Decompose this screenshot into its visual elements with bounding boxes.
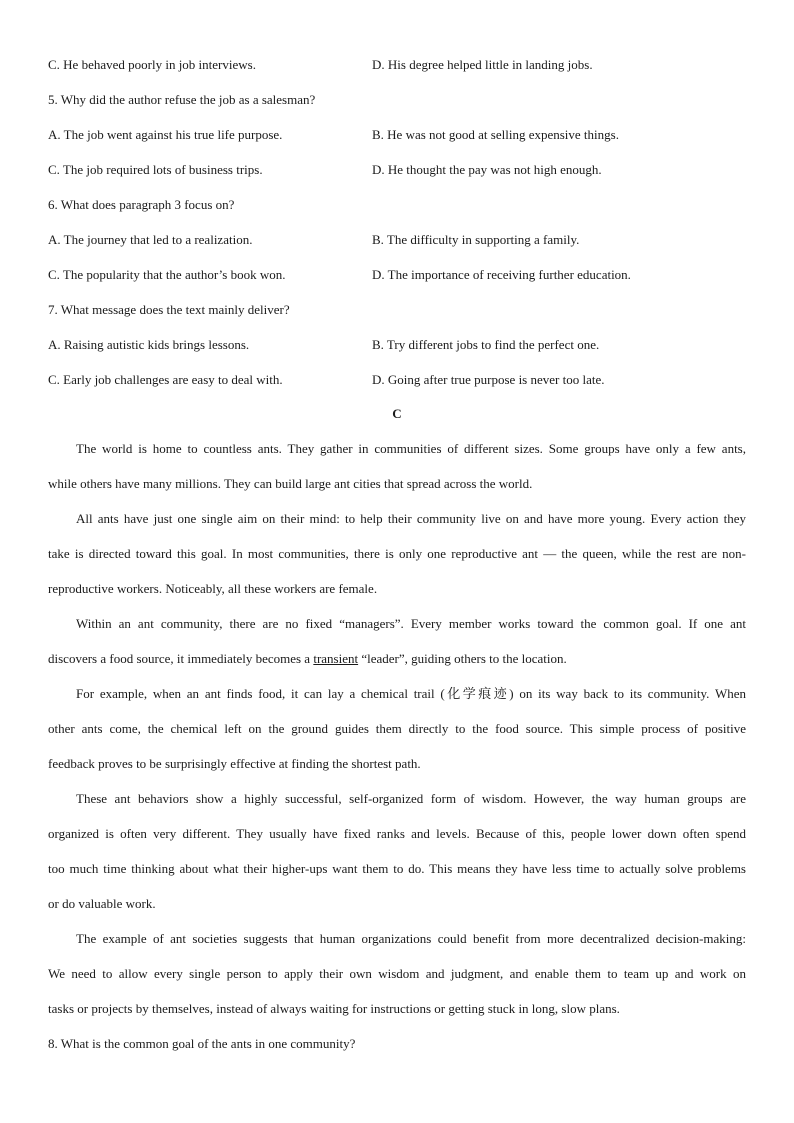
q5-option-d[interactable]: D. He thought the pay was not high enough. — [372, 162, 602, 177]
q5-option-c[interactable]: C. The job required lots of business trips. — [48, 162, 263, 177]
q5-question: 5. Why did the author refuse the job as a salesman? — [48, 92, 316, 107]
paragraph-5-line: organized is often very different. They usually have fixed ranks and levels. Because of this, people lower down often spend — [48, 826, 746, 841]
q7-option-c[interactable]: C. Early job challenges are easy to deal with. — [48, 372, 283, 387]
paragraph-6-line: tasks or projects by themselves, instead of always waiting for instructions or getting stuck in long, slow plans. — [48, 1001, 620, 1016]
paragraph-1-line: while others have many millions. They can build large ant cities that spread across the world. — [48, 476, 533, 491]
q6-option-c[interactable]: C. The popularity that the author’s book won. — [48, 267, 286, 282]
q7-option-b[interactable]: B. Try different jobs to find the perfect one. — [372, 337, 600, 352]
q7-question: 7. What message does the text mainly deliver? — [48, 302, 290, 317]
paragraph-5-line: or do valuable work. — [48, 896, 156, 911]
paragraph-6-line: We need to allow every single person to apply their own wisdom and judgment, and enable them to team up and work on — [48, 966, 746, 981]
paragraph-3-line: Within an ant community, there are no fixed “managers”. Every member works toward the common goal. If one ant — [76, 616, 746, 631]
paragraph-4-line: For example, when an ant finds food, it can lay a chemical trail (化学痕迹) on its way back to its community. When — [76, 686, 746, 701]
q5-option-a[interactable]: A. The job went against his true life purpose. — [48, 127, 283, 142]
q7-option-d[interactable]: D. Going after true purpose is never too late. — [372, 372, 605, 387]
q8-question: 8. What is the common goal of the ants in one community? — [48, 1036, 356, 1051]
q6-option-d[interactable]: D. The importance of receiving further education. — [372, 267, 631, 282]
paragraph-2-line: take is directed toward this goal. In most communities, there is only one reproductive ant — the queen, while the rest are non- — [48, 546, 746, 561]
paragraph-5-line: too much time thinking about what their higher-ups want them to do. This means they have less time to actually solve problems — [48, 861, 746, 876]
paragraph-3-line — [48, 650, 746, 668]
paragraph-5-line: These ant behaviors show a highly successful, self-organized form of wisdom. However, the way human groups are — [76, 791, 746, 806]
paragraph-2-line: reproductive workers. Noticeably, all these workers are female. — [48, 581, 378, 596]
q6-option-a[interactable]: A. The journey that led to a realization. — [48, 232, 253, 247]
paragraph-3-text: discovers a food source, it immediately becomes a — [48, 651, 314, 666]
paragraph-3-text: “leader”, guiding others to the location. — [358, 651, 567, 666]
q7-option-a[interactable]: A. Raising autistic kids brings lessons. — [48, 337, 250, 352]
q4-option-d[interactable]: D. His degree helped little in landing jobs. — [372, 57, 593, 72]
section-heading: C — [392, 406, 402, 421]
q4-option-c[interactable]: C. He behaved poorly in job interviews. — [48, 57, 256, 72]
paragraph-2-line: All ants have just one single aim on their mind: to help their community live on and have more young. Every action they — [76, 511, 746, 526]
paragraph-4-line: other ants come, the chemical left on the ground guides them directly to the food source. This simple process of positive — [48, 721, 746, 736]
paragraph-1-line: The world is home to countless ants. They gather in communities of different sizes. Some groups have only a few ants, — [76, 441, 746, 456]
underlined-word-transient: transient — [313, 651, 359, 666]
q6-option-b[interactable]: B. The difficulty in supporting a family. — [372, 232, 580, 247]
paragraph-6-line: The example of ant societies suggests that human organizations could benefit from more decentralized decision-making: — [76, 931, 746, 946]
paragraph-4-line: feedback proves to be surprisingly effective at finding the shortest path. — [48, 756, 421, 771]
q5-option-b[interactable]: B. He was not good at selling expensive things. — [372, 127, 619, 142]
q6-question: 6. What does paragraph 3 focus on? — [48, 197, 235, 212]
